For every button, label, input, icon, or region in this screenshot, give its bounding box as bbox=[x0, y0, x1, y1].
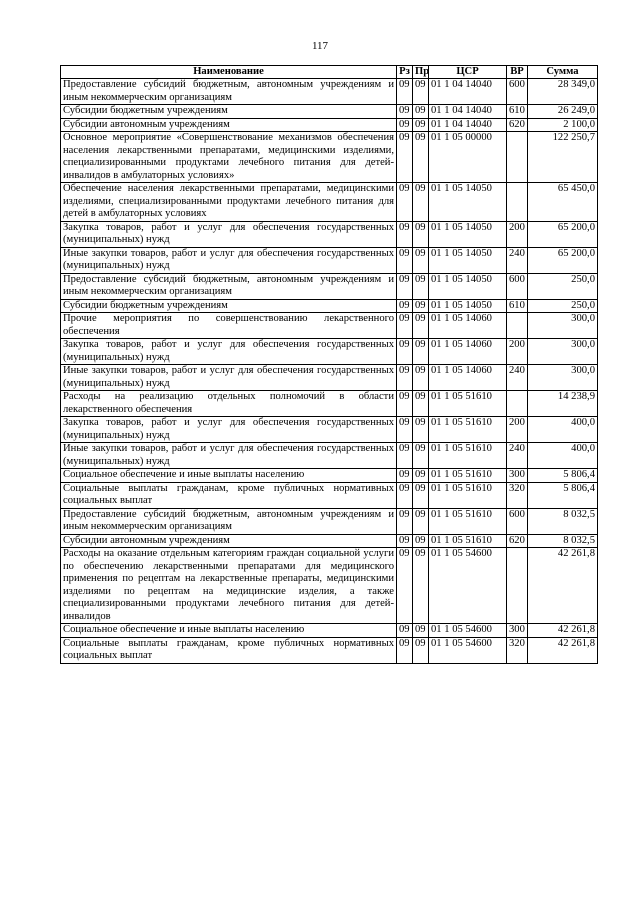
row-vr: 240 bbox=[507, 247, 528, 273]
row-name: Субсидии бюджетным учреждениям bbox=[61, 105, 397, 119]
row-name: Предоставление субсидий бюджетным, автономным учреждениям и иным некоммерческим организациям bbox=[61, 79, 397, 105]
row-sum: 300,0 bbox=[528, 339, 598, 365]
row-pr: 09 bbox=[413, 79, 429, 105]
row-pr: 09 bbox=[413, 221, 429, 247]
row-name: Субсидии бюджетным учреждениям bbox=[61, 299, 397, 313]
row-sum: 5 806,4 bbox=[528, 482, 598, 508]
row-sum: 42 261,8 bbox=[528, 637, 598, 663]
header-csr: ЦСР bbox=[429, 66, 507, 79]
row-vr: 200 bbox=[507, 417, 528, 443]
table-row bbox=[61, 313, 598, 339]
header-pr: Пр bbox=[413, 66, 429, 79]
table-row bbox=[61, 637, 598, 663]
row-csr: 01 1 05 51610 bbox=[429, 469, 507, 483]
row-rz: 09 bbox=[397, 548, 413, 624]
table-body bbox=[61, 79, 598, 664]
row-rz: 09 bbox=[397, 624, 413, 638]
row-sum: 250,0 bbox=[528, 273, 598, 299]
row-rz: 09 bbox=[397, 79, 413, 105]
row-rz: 09 bbox=[397, 365, 413, 391]
header-sum: Сумма bbox=[528, 66, 598, 79]
table-row bbox=[61, 548, 598, 624]
row-sum: 65 200,0 bbox=[528, 221, 598, 247]
header-name: Наименование bbox=[61, 66, 397, 79]
row-vr: 300 bbox=[507, 624, 528, 638]
row-name: Социальное обеспечение и иные выплаты населению bbox=[61, 624, 397, 638]
row-csr: 01 1 05 14050 bbox=[429, 247, 507, 273]
row-name: Закупка товаров, работ и услуг для обеспечения государственных (муниципальных) нужд bbox=[61, 417, 397, 443]
row-rz: 09 bbox=[397, 508, 413, 534]
row-rz: 09 bbox=[397, 183, 413, 222]
row-csr: 01 1 05 14060 bbox=[429, 339, 507, 365]
row-vr: 320 bbox=[507, 482, 528, 508]
row-vr: 200 bbox=[507, 221, 528, 247]
row-csr: 01 1 05 51610 bbox=[429, 534, 507, 548]
row-sum: 5 806,4 bbox=[528, 469, 598, 483]
row-csr: 01 1 05 14060 bbox=[429, 313, 507, 339]
row-vr: 320 bbox=[507, 637, 528, 663]
row-sum: 28 349,0 bbox=[528, 79, 598, 105]
row-sum: 400,0 bbox=[528, 443, 598, 469]
row-csr: 01 1 05 54600 bbox=[429, 637, 507, 663]
row-name: Иные закупки товаров, работ и услуг для обеспечения государственных (муниципальных) нужд bbox=[61, 443, 397, 469]
row-rz: 09 bbox=[397, 417, 413, 443]
row-pr: 09 bbox=[413, 247, 429, 273]
table-row bbox=[61, 273, 598, 299]
row-rz: 09 bbox=[397, 443, 413, 469]
row-rz: 09 bbox=[397, 273, 413, 299]
row-sum: 42 261,8 bbox=[528, 548, 598, 624]
row-sum: 14 238,9 bbox=[528, 391, 598, 417]
row-rz: 09 bbox=[397, 637, 413, 663]
row-csr: 01 1 05 00000 bbox=[429, 132, 507, 183]
table-row bbox=[61, 105, 598, 119]
row-csr: 01 1 05 54600 bbox=[429, 624, 507, 638]
row-sum: 65 450,0 bbox=[528, 183, 598, 222]
row-vr: 240 bbox=[507, 365, 528, 391]
row-rz: 09 bbox=[397, 247, 413, 273]
row-csr: 01 1 05 51610 bbox=[429, 482, 507, 508]
table-row bbox=[61, 339, 598, 365]
row-csr: 01 1 05 14050 bbox=[429, 273, 507, 299]
row-pr: 09 bbox=[413, 183, 429, 222]
table-row bbox=[61, 79, 598, 105]
row-csr: 01 1 05 51610 bbox=[429, 508, 507, 534]
row-name: Иные закупки товаров, работ и услуг для обеспечения государственных (муниципальных) нужд bbox=[61, 247, 397, 273]
row-sum: 300,0 bbox=[528, 313, 598, 339]
row-csr: 01 1 05 14050 bbox=[429, 183, 507, 222]
table-row bbox=[61, 482, 598, 508]
row-vr: 620 bbox=[507, 534, 528, 548]
row-vr: 300 bbox=[507, 469, 528, 483]
row-vr bbox=[507, 183, 528, 222]
row-sum: 300,0 bbox=[528, 365, 598, 391]
row-pr: 09 bbox=[413, 132, 429, 183]
row-sum: 400,0 bbox=[528, 417, 598, 443]
row-name: Социальное обеспечение и иные выплаты населению bbox=[61, 469, 397, 483]
row-vr: 240 bbox=[507, 443, 528, 469]
row-name: Основное мероприятие «Совершенствование механизмов обеспечения населения лекарственными препаратами, медицинскими изделиями, специализированными продуктами лечебного питания для детей-инвалидов в амбулаторных условиях» bbox=[61, 132, 397, 183]
row-csr: 01 1 04 14040 bbox=[429, 118, 507, 132]
row-sum: 8 032,5 bbox=[528, 508, 598, 534]
row-vr: 600 bbox=[507, 79, 528, 105]
header-rz: Рз bbox=[397, 66, 413, 79]
row-name: Расходы на оказание отдельным категориям граждан социальной услуги по обеспечению лекарственными препаратами для медицинского применения по рецептам на лекарственные препараты, медицинскими изделиями по рецептам на медицинские изделия, а также специализированными продуктами лечебного питания для детей-инвалидов bbox=[61, 548, 397, 624]
row-vr: 200 bbox=[507, 339, 528, 365]
row-pr: 09 bbox=[413, 391, 429, 417]
row-csr: 01 1 05 14050 bbox=[429, 221, 507, 247]
row-sum: 42 261,8 bbox=[528, 624, 598, 638]
row-vr: 610 bbox=[507, 105, 528, 119]
budget-table bbox=[60, 65, 598, 664]
row-name: Субсидии автономным учреждениям bbox=[61, 118, 397, 132]
table-row bbox=[61, 132, 598, 183]
row-rz: 09 bbox=[397, 469, 413, 483]
row-vr: 620 bbox=[507, 118, 528, 132]
row-rz: 09 bbox=[397, 339, 413, 365]
row-rz: 09 bbox=[397, 132, 413, 183]
row-pr: 09 bbox=[413, 118, 429, 132]
row-rz: 09 bbox=[397, 482, 413, 508]
row-sum: 26 249,0 bbox=[528, 105, 598, 119]
row-sum: 65 200,0 bbox=[528, 247, 598, 273]
row-name: Предоставление субсидий бюджетным, автономным учреждениям и иным некоммерческим организациям bbox=[61, 273, 397, 299]
row-csr: 01 1 05 14060 bbox=[429, 365, 507, 391]
row-rz: 09 bbox=[397, 391, 413, 417]
table-row bbox=[61, 183, 598, 222]
row-name: Социальные выплаты гражданам, кроме публичных нормативных социальных выплат bbox=[61, 482, 397, 508]
row-sum: 2 100,0 bbox=[528, 118, 598, 132]
row-pr: 09 bbox=[413, 482, 429, 508]
row-vr: 600 bbox=[507, 508, 528, 534]
row-csr: 01 1 05 54600 bbox=[429, 548, 507, 624]
row-csr: 01 1 04 14040 bbox=[429, 105, 507, 119]
row-name: Предоставление субсидий бюджетным, автономным учреждениям и иным некоммерческим организациям bbox=[61, 508, 397, 534]
row-name: Закупка товаров, работ и услуг для обеспечения государственных (муниципальных) нужд bbox=[61, 339, 397, 365]
row-vr: 600 bbox=[507, 273, 528, 299]
header-vr: ВР bbox=[507, 66, 528, 79]
row-pr: 09 bbox=[413, 105, 429, 119]
table-row bbox=[61, 534, 598, 548]
row-vr bbox=[507, 391, 528, 417]
table-row bbox=[61, 624, 598, 638]
row-pr: 09 bbox=[413, 365, 429, 391]
table-row bbox=[61, 469, 598, 483]
row-csr: 01 1 05 51610 bbox=[429, 417, 507, 443]
row-rz: 09 bbox=[397, 105, 413, 119]
row-name: Обеспечение населения лекарственными препаратами, медицинскими изделиями, специализированными продуктами лечебного питания для детей в амбулаторных условиях bbox=[61, 183, 397, 222]
table-row bbox=[61, 365, 598, 391]
table-row bbox=[61, 299, 598, 313]
row-pr: 09 bbox=[413, 339, 429, 365]
row-pr: 09 bbox=[413, 299, 429, 313]
table-row bbox=[61, 118, 598, 132]
row-name: Прочие мероприятия по совершенствованию лекарственного обеспечения bbox=[61, 313, 397, 339]
row-vr bbox=[507, 132, 528, 183]
row-pr: 09 bbox=[413, 637, 429, 663]
row-name: Субсидии автономным учреждениям bbox=[61, 534, 397, 548]
row-pr: 09 bbox=[413, 624, 429, 638]
table-row bbox=[61, 508, 598, 534]
page-number: 117 bbox=[311, 40, 329, 52]
table-row bbox=[61, 221, 598, 247]
row-rz: 09 bbox=[397, 313, 413, 339]
row-pr: 09 bbox=[413, 313, 429, 339]
row-pr: 09 bbox=[413, 469, 429, 483]
row-csr: 01 1 05 51610 bbox=[429, 443, 507, 469]
row-csr: 01 1 05 14050 bbox=[429, 299, 507, 313]
table-row bbox=[61, 391, 598, 417]
row-name: Иные закупки товаров, работ и услуг для обеспечения государственных (муниципальных) нужд bbox=[61, 365, 397, 391]
row-rz: 09 bbox=[397, 299, 413, 313]
row-name: Социальные выплаты гражданам, кроме публичных нормативных социальных выплат bbox=[61, 637, 397, 663]
row-pr: 09 bbox=[413, 508, 429, 534]
row-vr bbox=[507, 548, 528, 624]
row-name: Закупка товаров, работ и услуг для обеспечения государственных (муниципальных) нужд bbox=[61, 221, 397, 247]
row-pr: 09 bbox=[413, 417, 429, 443]
row-rz: 09 bbox=[397, 221, 413, 247]
row-pr: 09 bbox=[413, 273, 429, 299]
table-row bbox=[61, 417, 598, 443]
row-vr: 610 bbox=[507, 299, 528, 313]
row-vr bbox=[507, 313, 528, 339]
row-pr: 09 bbox=[413, 548, 429, 624]
row-pr: 09 bbox=[413, 443, 429, 469]
row-rz: 09 bbox=[397, 118, 413, 132]
row-csr: 01 1 05 51610 bbox=[429, 391, 507, 417]
row-sum: 122 250,7 bbox=[528, 132, 598, 183]
table-row bbox=[61, 247, 598, 273]
row-name: Расходы на реализацию отдельных полномочий в области лекарственного обеспечения bbox=[61, 391, 397, 417]
row-csr: 01 1 04 14040 bbox=[429, 79, 507, 105]
row-rz: 09 bbox=[397, 534, 413, 548]
row-pr: 09 bbox=[413, 534, 429, 548]
table-header bbox=[61, 66, 598, 79]
table-row bbox=[61, 443, 598, 469]
row-sum: 8 032,5 bbox=[528, 534, 598, 548]
row-sum: 250,0 bbox=[528, 299, 598, 313]
